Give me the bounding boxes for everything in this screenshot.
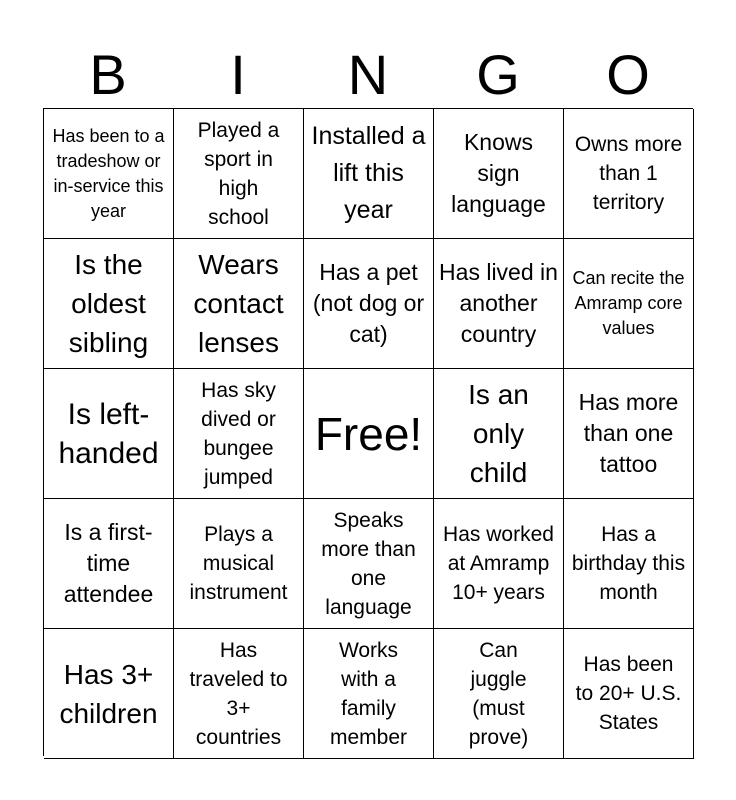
bingo-cell[interactable] xyxy=(304,629,434,759)
cell-text: Has been to a tradeshow or in-service this year xyxy=(52,125,165,221)
bingo-cell[interactable] xyxy=(174,629,304,759)
cell-text: Played a sport in high school xyxy=(197,118,280,229)
bingo-cell[interactable] xyxy=(434,629,564,759)
free-space-label: Free! xyxy=(314,407,423,460)
header-letter-n: N xyxy=(347,43,389,106)
bingo-cell[interactable] xyxy=(44,239,174,369)
cell-text: Has sky dived or bungee jumped xyxy=(201,378,276,489)
header-letter-i: I xyxy=(230,43,246,106)
bingo-cell[interactable] xyxy=(564,109,694,239)
cell-text: Can juggle (must prove) xyxy=(468,638,529,749)
cell-text: Is left-handed xyxy=(58,397,159,470)
bingo-cell[interactable] xyxy=(564,499,694,629)
bingo-cell[interactable] xyxy=(564,369,694,499)
bingo-cell[interactable] xyxy=(174,499,304,629)
bingo-cell[interactable] xyxy=(564,239,694,369)
cell-text: Is a first-time attendee xyxy=(63,519,154,607)
cell-text: Owns more than 1 territory xyxy=(574,133,683,214)
bingo-cell[interactable] xyxy=(564,629,694,759)
bingo-cell[interactable] xyxy=(434,239,564,369)
cell-text: Has worked at Amramp 10+ years xyxy=(443,523,554,604)
cell-text: Has a birthday this month xyxy=(571,523,686,604)
cell-text: Has a pet (not dog or cat) xyxy=(312,259,425,347)
cell-text: Has been to 20+ U.S. States xyxy=(575,653,682,734)
cell-text: Has 3+ children xyxy=(59,658,158,729)
bingo-cell[interactable] xyxy=(174,109,304,239)
bingo-cell[interactable] xyxy=(434,499,564,629)
bingo-cell[interactable] xyxy=(434,109,564,239)
cell-text: Can recite the Amramp core values xyxy=(572,268,685,338)
cell-text: Knows sign language xyxy=(451,129,546,217)
cell-text: Installed a lift this year xyxy=(311,122,426,224)
bingo-cell[interactable] xyxy=(174,239,304,369)
bingo-grid xyxy=(43,108,693,756)
bingo-header xyxy=(43,42,693,108)
bingo-cell[interactable] xyxy=(304,499,434,629)
bingo-cell[interactable] xyxy=(44,109,174,239)
cell-text: Has traveled to 3+ countries xyxy=(189,638,288,749)
header-letter-o: O xyxy=(606,43,650,106)
cell-text: Speaks more than one language xyxy=(321,508,416,619)
cell-text: Works with a family member xyxy=(329,638,408,749)
bingo-cell[interactable] xyxy=(434,369,564,499)
header-letter-g: G xyxy=(476,43,520,106)
cell-text: Is the oldest sibling xyxy=(68,249,149,358)
cell-text: Has lived in another country xyxy=(439,259,558,347)
bingo-cell[interactable] xyxy=(304,109,434,239)
free-space[interactable] xyxy=(304,369,434,499)
bingo-cell[interactable] xyxy=(304,239,434,369)
cell-text: Is an only child xyxy=(468,379,529,488)
cell-text: Wears contact lenses xyxy=(193,249,284,358)
bingo-cell[interactable] xyxy=(174,369,304,499)
header-letter-b: B xyxy=(89,43,127,106)
bingo-cell[interactable] xyxy=(44,629,174,759)
bingo-cell[interactable] xyxy=(44,499,174,629)
bingo-cell[interactable] xyxy=(44,369,174,499)
cell-text: Plays a musical instrument xyxy=(189,523,288,604)
cell-text: Has more than one tattoo xyxy=(578,389,679,477)
